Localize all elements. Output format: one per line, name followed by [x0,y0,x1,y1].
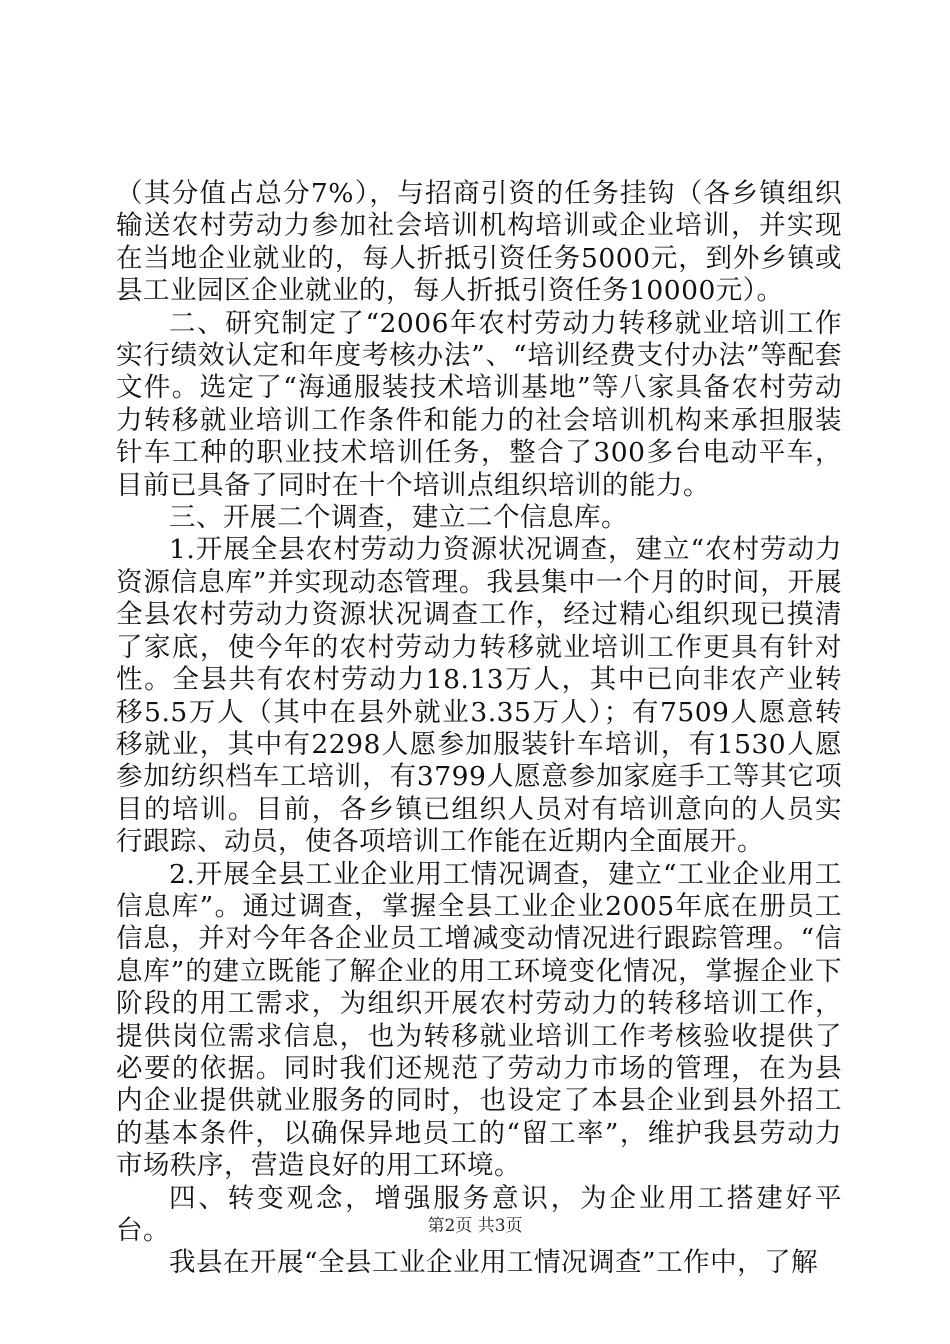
paragraph-7: 我县在开展“全县工业企业用工情况调查”工作中，了解 [169,1247,819,1279]
page-number-footer: 第2页 共3页 [427,1216,523,1236]
section-heading-3: 三、开展二个调查，建立二个信息库。 [169,502,628,534]
document-body [116,178,842,1280]
paragraph-5: 2.开展全县工业企业用工情况调查，建立“工业企业用工信息库”。通过调查，掌握全县工业企业2005年底在册员工信息，并对今年各企业员工增减变动情况进行跟踪管理。“信息库”的建立既能了解企业的用工环境变化情况，掌握企业下阶段的用工需求，为组织开展农村劳动力的转移培训工作，提供岗位需求信息，也为转移就业培训工作考核验收提供了必要的依据。同时我们还规范了劳动力市场的管理，在为县内企业提供就业服务的同时，也设定了本县企业到县外招工的基本条件，以确保异地员工的“留工率”，维护我县劳动力市场秩序，营造良好的用工环境。 [116,858,842,1182]
section-heading-6: 四、转变观念，增强服务意识，为企业用工搭建好平台。 [116,1182,842,1246]
paragraph-1: （其分值占总分7%），与招商引资的任务挂钩（各乡镇组织输送农村劳动力参加社会培训机构培训或企业培训，并实现在当地企业就业的，每人折抵引资任务5000元，到外乡镇或县工业园区企业就业的，每人折抵引资任务10000元）。 [116,178,842,307]
paragraph-2: 二、研究制定了“2006年农村劳动力转移就业培训工作实行绩效认定和年度考核办法”、“培训经费支付办法”等配套文件。选定了“海通服装技术培训基地”等八家具备农村劳动力转移就业培训工作条件和能力的社会培训机构来承担服装针车工种的职业技术培训任务，整合了300多台电动平车，目前已具备了同时在十个培训点组织培训的能力。 [116,307,842,501]
paragraph-4: 1.开展全县农村劳动力资源状况调查，建立“农村劳动力资源信息库”并实现动态管理。我县集中一个月的时间，开展全县农村劳动力资源状况调查工作，经过精心组织现已摸清了家底，使今年的农村劳动力转移就业培训工作更具有针对性。全县共有农村劳动力18.13万人，其中已向非农产业转移5.5万人（其中在县外就业3.35万人）；有7509人愿意转移就业，其中有2298人愿参加服装针车培训，有1530人愿参加纺织档车工培训，有3799人愿意参加家庭手工等其它项目的培训。目前，各乡镇已组织人员对有培训意向的人员实行跟踪、动员，使各项培训工作能在近期内全面展开。 [116,534,842,858]
